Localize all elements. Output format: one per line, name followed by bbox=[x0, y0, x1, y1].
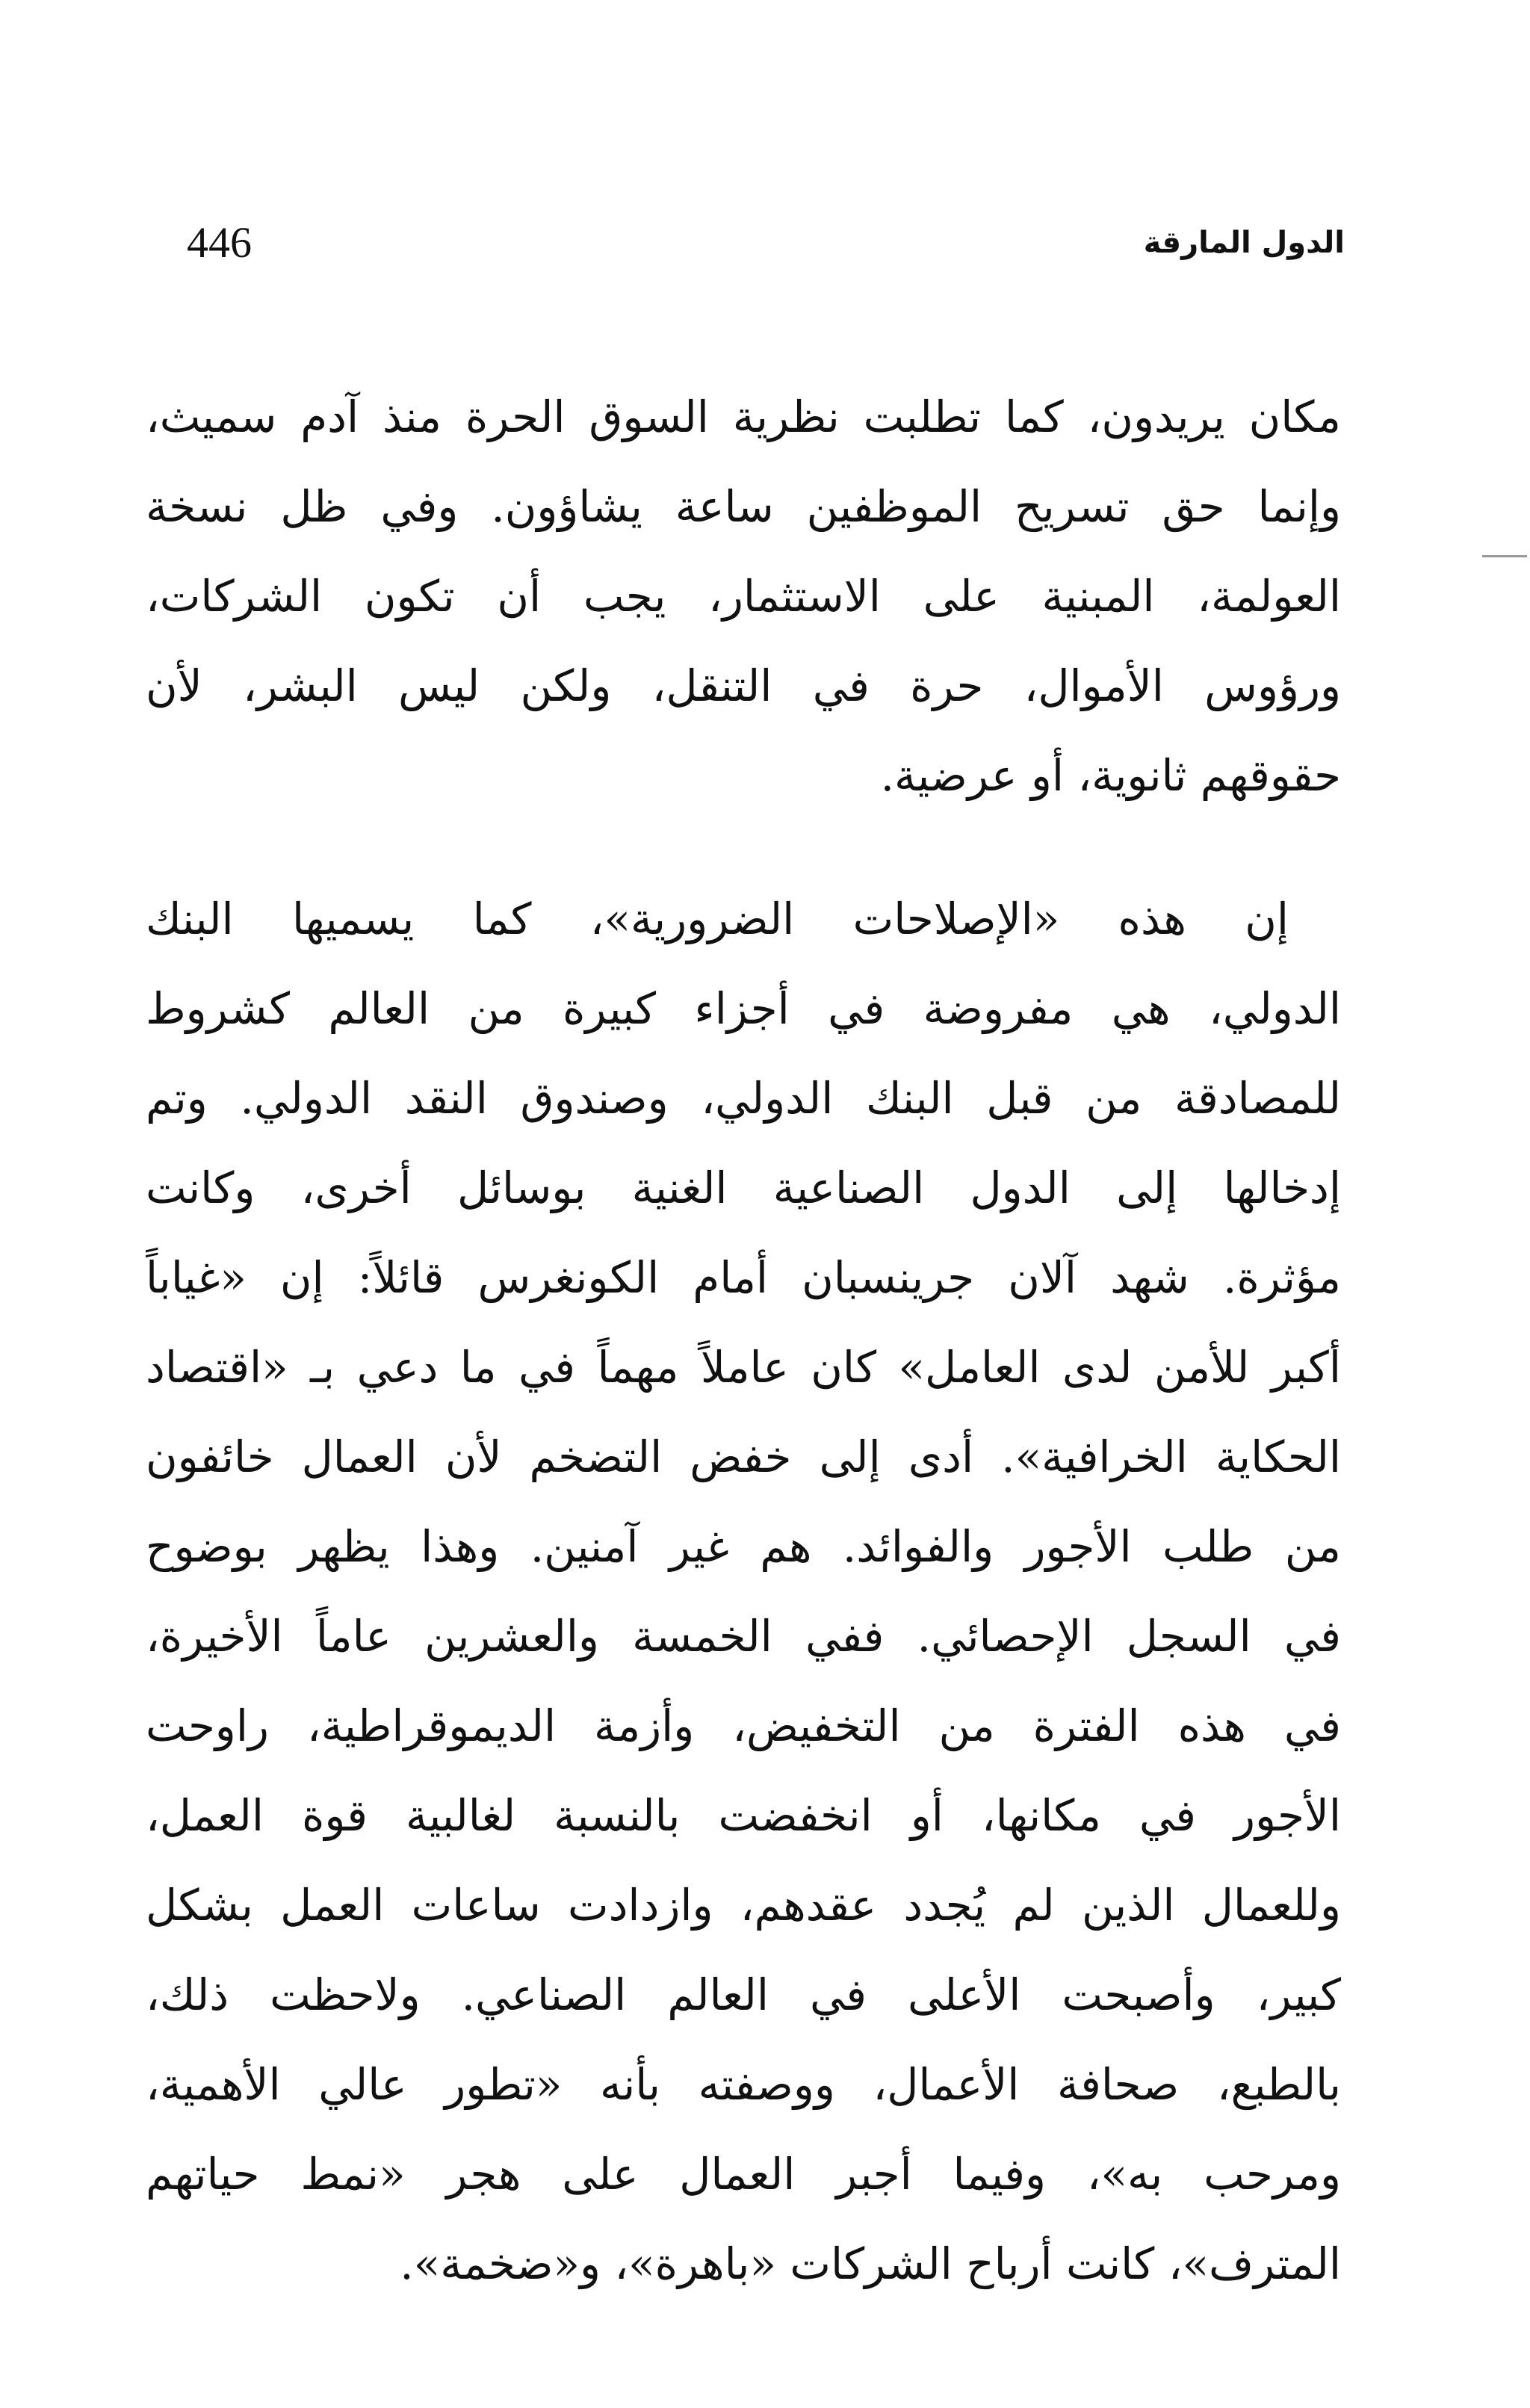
scan-edge-mark bbox=[1482, 555, 1527, 557]
page-number: 446 bbox=[187, 218, 252, 267]
text-line: الحكاية الخرافية». أدى إلى خفض التضخم لأن العمال خائفون bbox=[146, 1432, 1341, 1482]
text-line: من طلب الأجور والفوائد. هم غير آمنين. وهذا يظهر بوضوح bbox=[146, 1521, 1341, 1572]
text-line: إن هذه «الإصلاحات الضرورية»، كما يسميها البنك bbox=[146, 894, 1289, 944]
text-line: ورؤوس الأموال، حرة في التنقل، ولكن ليس البشر، لأن bbox=[146, 660, 1341, 711]
text-line: كبير، وأصبحت الأعلى في العالم الصناعي. ولاحظت ذلك، bbox=[146, 1969, 1341, 2020]
text-line: في هذه الفترة من التخفيض، وأزمة الديموقراطية، راوحت bbox=[146, 1700, 1341, 1751]
text-line: للمصادقة من قبل البنك الدولي، وصندوق النقد الدولي. وتم bbox=[146, 1073, 1341, 1124]
text-line: وإنما حق تسريح الموظفين ساعة يشاؤون. وفي ظل نسخة bbox=[146, 481, 1341, 532]
running-header bbox=[187, 209, 1345, 276]
paragraph-1 bbox=[146, 372, 1341, 820]
text-line: مكان يريدون، كما تطلبت نظرية السوق الحرة منذ آدم سميث، bbox=[146, 391, 1341, 442]
text-line: الدولي، هي مفروضة في أجزاء كبيرة من العالم كشروط bbox=[146, 983, 1341, 1034]
text-line: حقوقهم ثانوية، أو عرضية. bbox=[880, 750, 1341, 801]
text-line: العولمة، المبنية على الاستثمار، يجب أن تكون الشركات، bbox=[146, 571, 1341, 622]
text-line: وللعمال الذين لم يُجدد عقدهم، وازدادت ساعات العمل بشكل bbox=[146, 1880, 1341, 1931]
text-line: الأجور في مكانها، أو انخفضت بالنسبة لغالبية قوة العمل، bbox=[146, 1790, 1341, 1841]
running-title: الدول المارقة bbox=[1143, 226, 1345, 260]
text-line: ومرحب به»، وفيما أجبر العمال على هجر «نمط حياتهم bbox=[146, 2149, 1341, 2200]
text-line: بالطبع، صحافة الأعمال، ووصفته بأنه «تطور عالي الأهمية، bbox=[146, 2059, 1341, 2110]
text-line: مؤثرة. شهد آلان جرينسبان أمام الكونغرس قائلاً: إن «غياباً bbox=[146, 1252, 1341, 1303]
paragraph-2 bbox=[146, 874, 1341, 2309]
text-line: إدخالها إلى الدول الصناعية الغنية بوسائل أخرى، وكانت bbox=[146, 1163, 1341, 1213]
text-line: المترف»، كانت أرباح الشركات «باهرة»، و«ضخمة». bbox=[400, 2238, 1341, 2289]
text-line: في السجل الإحصائي. ففي الخمسة والعشرين عاماً الأخيرة، bbox=[146, 1611, 1341, 1662]
text-line: أكبر للأمن لدى العامل» كان عاملاً مهماً في ما دعي بـ «اقتصاد bbox=[146, 1342, 1341, 1393]
